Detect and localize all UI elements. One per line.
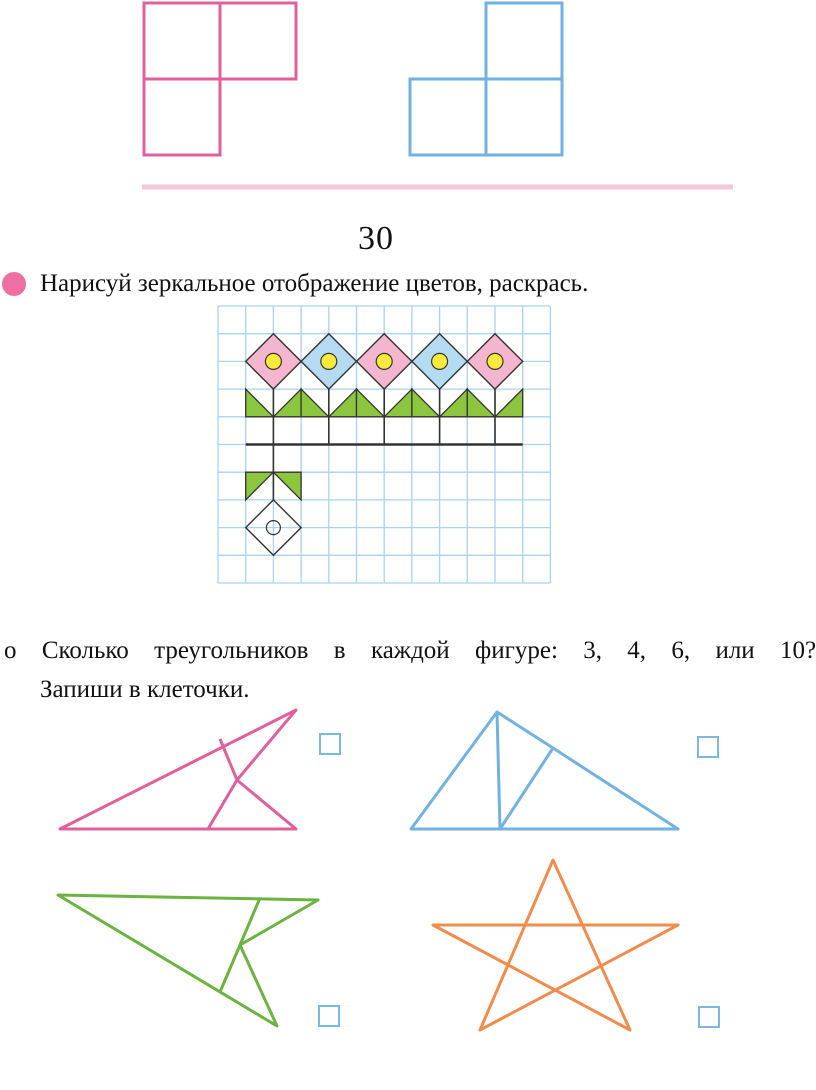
- bullet-icon: [0, 270, 30, 300]
- leaf-left: [301, 389, 329, 417]
- answer-box-star[interactable]: [698, 1006, 720, 1028]
- answer-box-green[interactable]: [318, 1005, 340, 1027]
- question-word: в: [333, 637, 346, 664]
- flower-center: [265, 353, 281, 369]
- blue-figure: [411, 712, 678, 829]
- leaf-left: [357, 389, 385, 417]
- pink-figure: [60, 710, 296, 829]
- question-word: 6,: [671, 637, 691, 664]
- leaf-right: [329, 389, 357, 417]
- question-word: или: [715, 637, 755, 664]
- leaf-left: [467, 389, 495, 417]
- question-word: 4,: [627, 637, 647, 664]
- question-word: 3,: [583, 637, 602, 664]
- leaf-left: [412, 389, 440, 417]
- pink-l-shape: [144, 3, 296, 155]
- flower-grid: [0, 300, 816, 590]
- green-figure: [58, 895, 318, 1026]
- task2-instruction: Запиши в клеточки.: [40, 676, 250, 703]
- leaf-right: [495, 389, 523, 417]
- flower-center: [432, 353, 448, 369]
- answer-box-pink[interactable]: [319, 733, 341, 755]
- page-number: 30: [358, 220, 394, 257]
- leaf-left: [246, 389, 274, 417]
- question-word: 10?: [780, 637, 816, 664]
- triangle-figures: [0, 700, 816, 1060]
- mirror-leaf-right: [273, 472, 301, 500]
- mirror-leaf-left: [246, 472, 274, 500]
- question-word: треугольников: [154, 637, 309, 664]
- leaf-right: [273, 389, 301, 417]
- question-word: фигуре:: [475, 637, 558, 664]
- orange-star: [433, 860, 678, 1030]
- question-word: о: [4, 637, 17, 664]
- question-word: каждой: [370, 637, 450, 664]
- blue-l-shape: [410, 3, 562, 155]
- top-figures: [0, 0, 816, 200]
- leaf-right: [440, 389, 468, 417]
- flower-center: [376, 353, 392, 369]
- flower-center: [487, 353, 503, 369]
- leaf-right: [384, 389, 412, 417]
- task1-instruction: Нарисуй зеркальное отображение цветов, раскрась.: [40, 270, 589, 297]
- flower-center: [321, 353, 337, 369]
- task2-question: [4, 637, 816, 665]
- answer-box-blue[interactable]: [697, 736, 719, 758]
- question-word: Сколько: [41, 637, 129, 664]
